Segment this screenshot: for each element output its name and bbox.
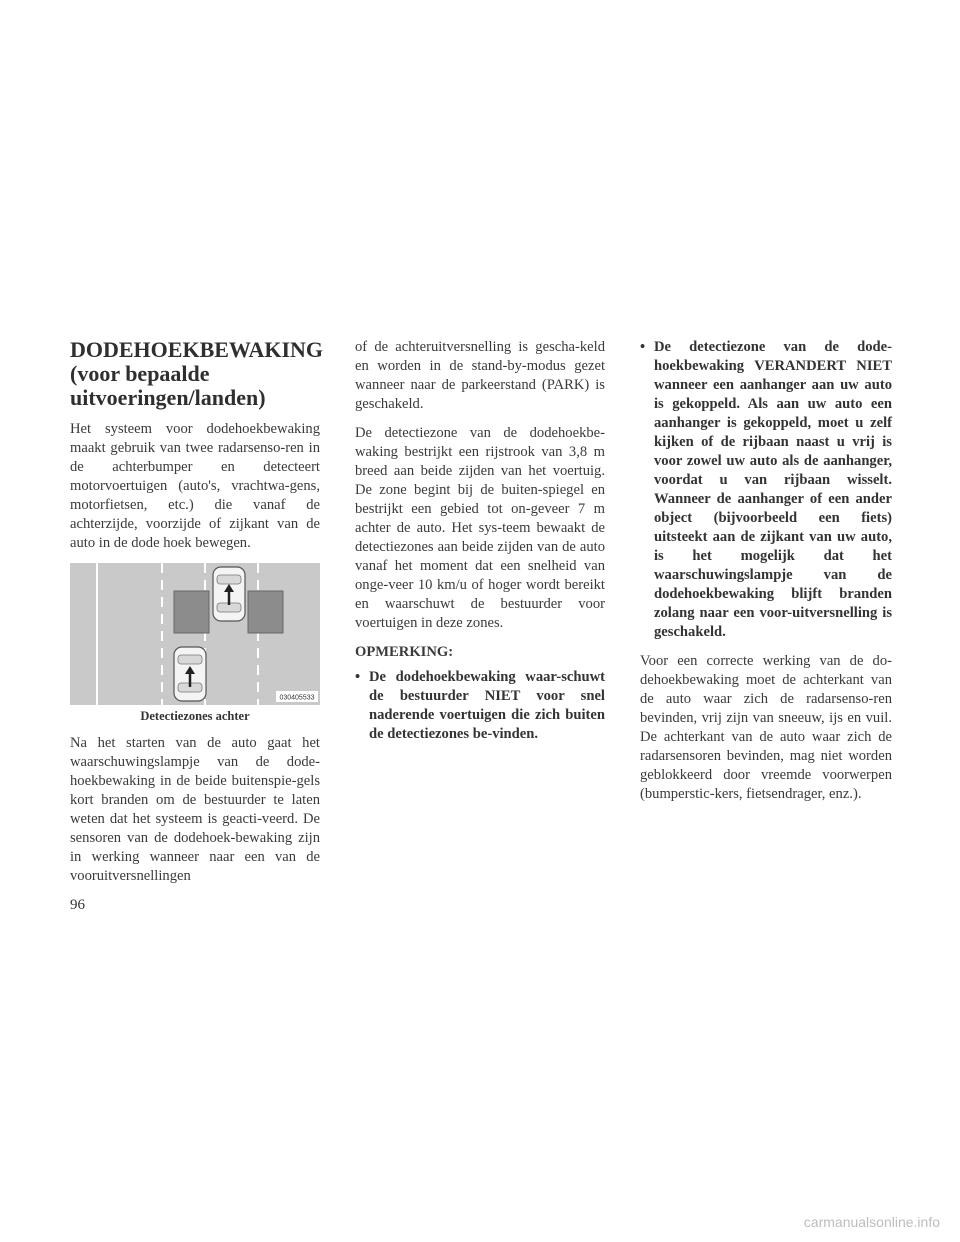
bullet-icon: •	[640, 339, 646, 355]
note-bullet-1	[355, 668, 605, 744]
note-label: OPMERKING:	[355, 644, 454, 660]
footer-watermark: carmanualsonline.info	[803, 1214, 940, 1230]
gear-paragraph: of de achteruitversnelling is gescha-keld en worden in de stand-by-modus gezet wanneer naar de parkeerstand (PARK) is geschakeld.	[355, 339, 605, 412]
maintenance-paragraph: Voor een correcte werking van de do-dehoekbewaking moet de achterkant van de auto waar zich de radarsenso-ren bevinden, vrij zijn van sneeuw, ijs en vuil. De achterkant van de auto waar zich de radarsensoren bevinden, mag niet worden geblokkeerd door vreemde voorwerpen (bumperstic-kers, fietsendrager, enz.).	[640, 653, 892, 802]
page-number: 96	[70, 897, 85, 913]
intro-paragraph: Het systeem voor dodehoekbewaking maakt gebruik van twee radarsenso-ren in de achterbumper en detecteert motorvoertuigen (auto's, vrachtwa-gens, motorfietsen, etc.) die vanaf de achterzijde, voorzijde of zijkant van de auto in de dode hoek bewegen.	[70, 421, 320, 551]
startup-paragraph: Na het starten van de auto gaat het waarschuwingslampje van de dode-hoekbewaking in de beide buitenspie-gels kort branden om de bestuurder te laten weten dat het systeem is geacti-veerd. De sensoren van de dodehoek-bewaking zijn in werking wanneer naar een van de vooruitversnellingen	[70, 735, 320, 884]
note-bullet-2	[640, 338, 892, 642]
figure-code: 030405533	[279, 694, 315, 702]
column-3	[640, 338, 892, 814]
column-1	[70, 337, 324, 896]
bullet-icon: •	[355, 669, 361, 685]
figure-caption: Detectiezones achter	[140, 709, 250, 723]
note-bullet-1-text: De dodehoekbewaking waar-schuwt de bestuurder NIET voor snel naderende voertuigen die zich buiten de detectiezones be-vinden.	[369, 669, 605, 742]
blind-spot-detection-diagram-icon	[70, 563, 320, 705]
blind-spot-figure	[70, 563, 320, 724]
column-2	[355, 338, 605, 754]
note-bullet-2-text: De detectiezone van de dode-hoekbewaking VERANDERT NIET wanneer een aanhanger aan uw auto is gekoppeld. Als aan uw auto een aanhanger is gekoppeld, moet u zelf kijken of de rijbaan naast u vrij is voor zowel uw auto als de aanhanger, voordat u van rijbaan wisselt. Wanneer de aanhanger of een ander object (bijvoorbeeld een fiets) uitsteekt aan de zijkant van uw auto, is het mogelijk dat het waarschuwingslampje van de dodehoekbewaking blijft branden zolang naar een voor-uitversnelling is geschakeld.	[654, 339, 892, 640]
zone-paragraph: De detectiezone van de dodehoekbe-waking bestrijkt een rijstrook van 3,8 m breed aan beide zijden van het voertuig. De zone begint bij de buiten-spiegel en bestrijkt een gebied tot on-geveer 7 m achter de auto. Het sys-teem bewaakt de detectiezones aan beide zijden van de auto vanaf het moment dat een snelheid van onge-veer 10 km/u of hoger wordt bereikt en waarschuwt de bestuurder voor voertuigen in deze zones.	[355, 425, 605, 631]
page-title: DODEHOEKBEWAKING (voor bepaalde uitvoeringen/landen)	[70, 337, 324, 410]
